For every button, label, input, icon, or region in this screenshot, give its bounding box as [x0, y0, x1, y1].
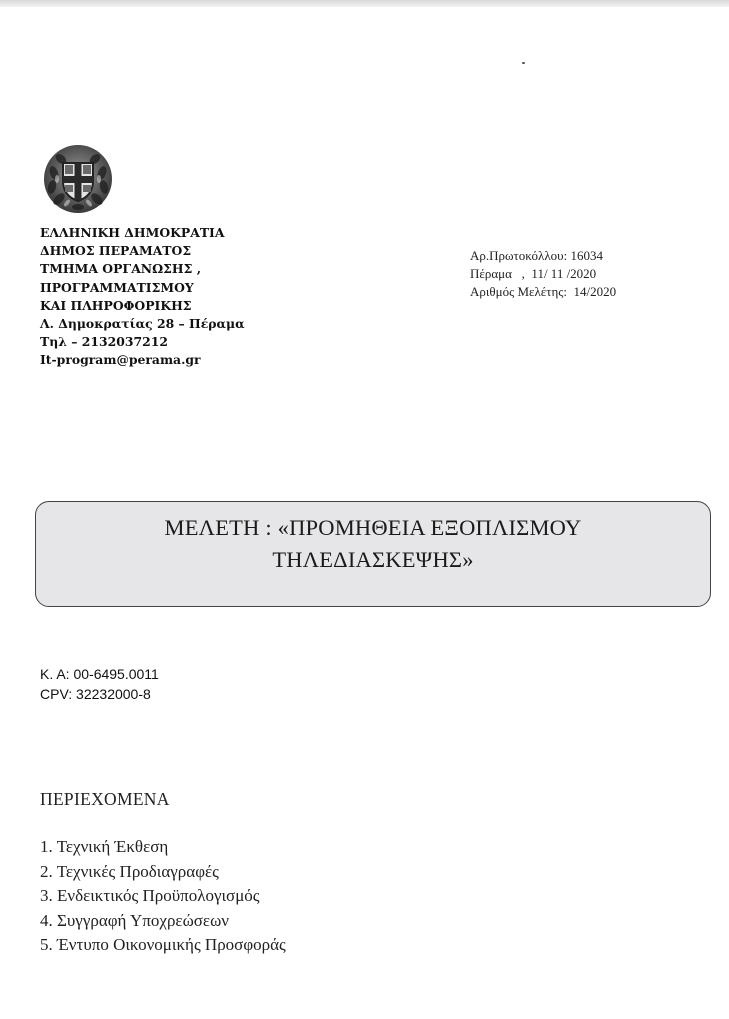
- issuer-country: ΕΛΛΗΝΙΚΗ ΔΗΜΟΚΡΑΤΙΑ: [40, 225, 225, 240]
- contents-heading: ΠΕΡΙΕΧΟΜΕΝΑ: [40, 789, 170, 809]
- issuer-municipality: ΔΗΜΟΣ ΠΕΡΑΜΑΤΟΣ: [40, 243, 192, 259]
- cpv-code: CPV: 32232000-8: [40, 686, 151, 702]
- issuer-address: Λ. Δημοκρατίας 28 – Πέραμα: [40, 316, 245, 332]
- scan-speck: [522, 62, 525, 64]
- issuer-phone: Τηλ – 2132037212: [40, 334, 168, 350]
- title-line-1: ΜΕΛΕΤΗ : «ΠΡΟΜΗΘΕΙΑ ΕΞΟΠΛΙΣΜΟΥ: [164, 515, 582, 540]
- issuer-department-line3: ΚΑΙ ΠΛΗΡΟΦΟΡΙΚΗΣ: [40, 297, 192, 313]
- title-box: [35, 501, 711, 607]
- coat-of-arms-icon: [42, 143, 114, 215]
- page-top-edge: [0, 0, 729, 7]
- contents-list: [40, 835, 286, 958]
- budget-codes: [40, 664, 159, 704]
- reference-block: [470, 247, 616, 301]
- issuer-department-line2: ΠΡΟΓΡΑΜΜΑΤΙΣΜΟΥ: [40, 279, 194, 295]
- issuer-department-line1: ΤΜΗΜΑ ΟΡΓΑΝΩΣΗΣ ,: [40, 261, 202, 277]
- issuer-email: It-program@perama.gr: [40, 352, 201, 368]
- protocol-number: Αρ.Πρωτοκόλλου: 16034: [470, 248, 603, 263]
- place-date: Πέραμα , 11/ 11 /2020: [470, 266, 597, 281]
- list-item: 3. Ενδεικτικός Προϋπολογισμός: [40, 886, 260, 905]
- list-item: 2. Τεχνικές Προδιαγραφές: [40, 861, 219, 881]
- list-item: 5. Έντυπο Οικονομικής Προσφοράς: [40, 935, 286, 954]
- list-item: 4. Συγγραφή Υποχρεώσεων: [40, 910, 229, 930]
- title-line-2: ΤΗΛΕΔΙΑΣΚΕΨΗΣ»: [272, 547, 474, 572]
- study-number: Αριθμός Μελέτης: 14/2020: [470, 284, 617, 299]
- ka-code: Κ. Α: 00-6495.0011: [40, 666, 159, 682]
- list-item: 1. Τεχνική Έκθεση: [40, 837, 169, 856]
- issuer-block: [40, 224, 245, 370]
